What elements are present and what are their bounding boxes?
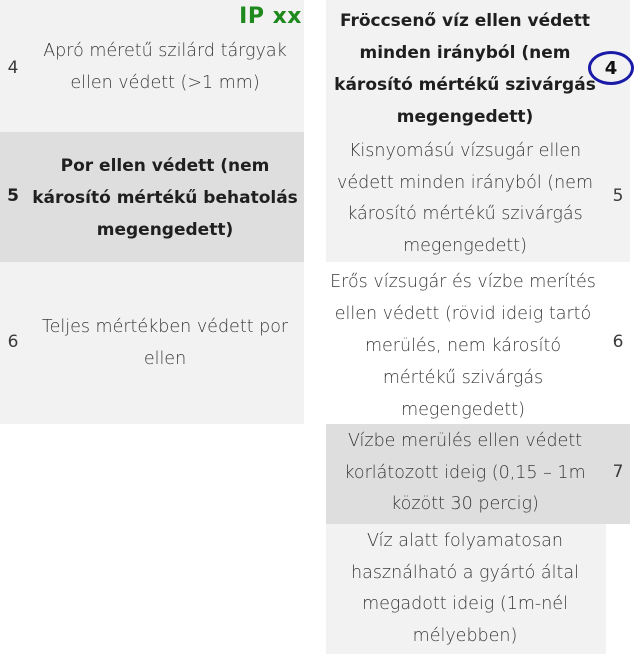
dust-row-5-text: Por ellen védett (nem károsító mértékű behatolás megengedett) — [32, 156, 298, 240]
water-row-8-text: Víz alatt folyamatosan használható a gyártó által megadott ideig (1m-nél mélyebben) — [351, 531, 579, 646]
dust-row-5-number: 5 — [7, 186, 19, 206]
water-row-4-text: Fröccsenő víz ellen védett minden irányból (nem károsító mértékű szivárgás megengedett) — [334, 11, 596, 127]
dust-row-6-text: Teljes mértékben védett por ellen — [41, 317, 289, 369]
highlight-digit: 4 — [604, 57, 618, 79]
water-row-6-number: 6 — [612, 332, 624, 352]
water-row-5-text: Kisnyomású vízsugár ellen védett minden irányból (nem károsító mértékű szivárgás megengedett) — [336, 141, 593, 256]
water-row-5-number: 5 — [612, 186, 624, 206]
water-row-6-text: Erős vízsugár és vízbe merítés ellen védett (rövid ideig tartó merülés, nem károsító mértékű szivárgás megengedett) — [330, 272, 596, 420]
dust-row-4-number: 4 — [7, 58, 19, 78]
highlight-circle — [588, 51, 634, 85]
water-row-7-text: Vízbe merülés ellen védett korlátozott ideig (0,15 – 1m között 30 percig) — [344, 431, 586, 514]
dust-row-4-text: Apró méretű szilárd tárgyak ellen védett (>1 mm) — [43, 41, 287, 93]
ip-code-label: IP xx — [239, 4, 302, 29]
dust-row-6-number: 6 — [7, 332, 19, 352]
water-row-7-number: 7 — [612, 462, 624, 482]
